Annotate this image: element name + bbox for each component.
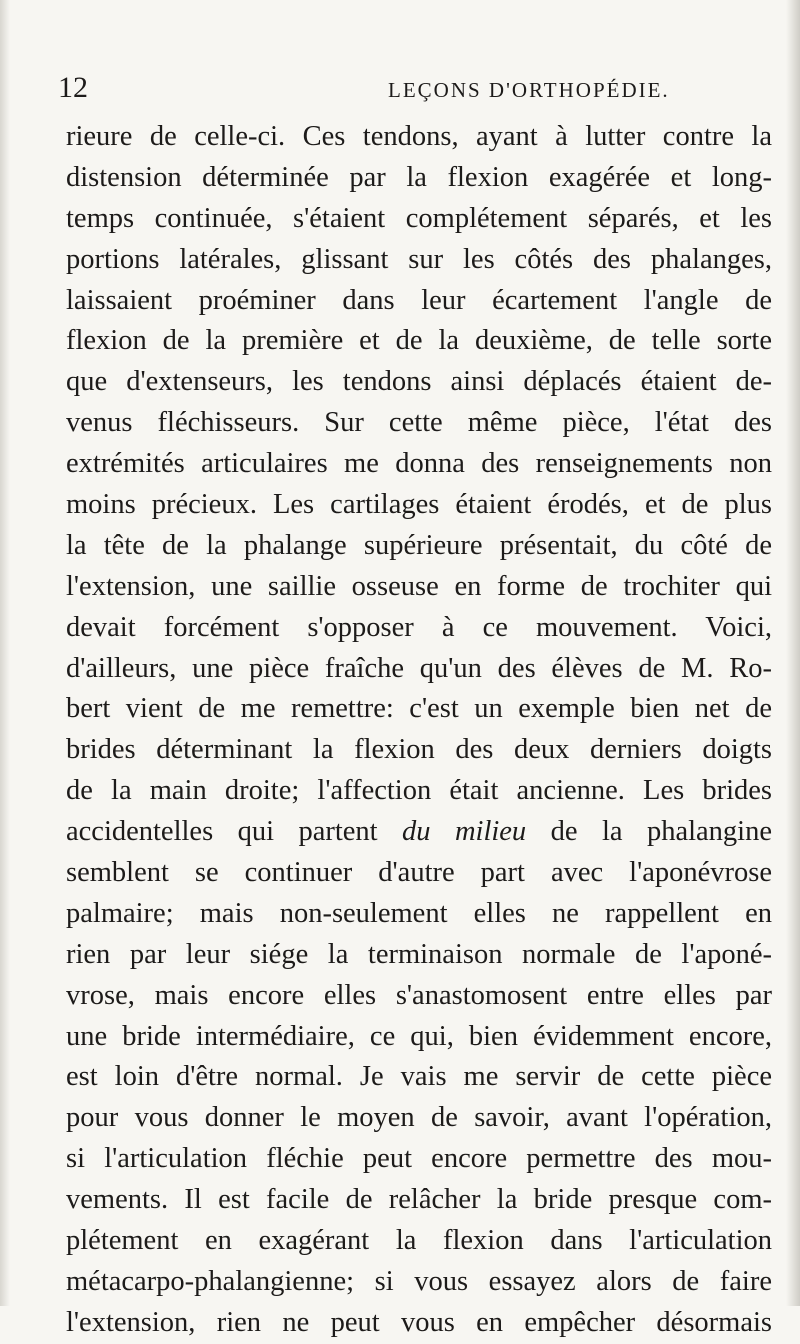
text-line: laissaient proéminer dans leur écartement l'angle de: [66, 284, 772, 316]
text-line: est loin d'être normal. Je vais me servir de cette pièce: [66, 1061, 772, 1093]
page-header: [58, 70, 772, 110]
text-line: plétement en exagérant la flexion dans l'articulation: [66, 1225, 772, 1257]
page-number: 12: [58, 71, 88, 104]
text-line: la tête de la phalange supérieure présentait, du côté de: [66, 529, 772, 561]
text-line: vements. Il est facile de relâcher la bride presque com-: [66, 1184, 772, 1216]
text-line: semblent se continuer d'autre part avec l'aponévrose: [66, 857, 772, 889]
text-line: pour vous donner le moyen de savoir, avant l'opération,: [66, 1102, 772, 1134]
italic-phrase: du milieu: [402, 816, 527, 848]
text-line: rieure de celle-ci. Ces tendons, ayant à lutter contre la: [66, 121, 772, 152]
text-line: vrose, mais encore elles s'anastomosent entre elles par: [66, 979, 772, 1011]
text-line-with-italic: [66, 812, 772, 853]
text-line: extrémités articulaires me donna des renseignements non: [66, 448, 772, 480]
text-line: moins précieux. Les cartilages étaient érodés, et de plus: [66, 489, 772, 521]
text-segment: de la phalangine: [550, 816, 772, 848]
text-line: venus fléchisseurs. Sur cette même pièce, l'état des: [66, 407, 772, 439]
text-line: une bride intermédiaire, ce qui, bien évidemment encore,: [66, 1020, 772, 1052]
text-line: distension déterminée par la flexion exagérée et long-: [66, 161, 772, 193]
text-line: l'extension, une saillie osseuse en forme de trochiter qui: [66, 570, 772, 602]
text-line: flexion de la première et de la deuxième, de telle sorte: [66, 325, 772, 357]
running-head: LEÇONS D'ORTHOPÉDIE.: [388, 78, 670, 102]
body-text: [66, 117, 772, 1344]
text-line: portions latérales, glissant sur les côtés des phalanges,: [66, 243, 772, 275]
text-line: l'extension, rien ne peut vous en empêcher désormais: [66, 1306, 772, 1338]
page-gutter-shadow: [0, 0, 10, 1306]
text-line: d'ailleurs, une pièce fraîche qu'un des élèves de M. Ro-: [66, 652, 772, 684]
page-edge-shadow: [786, 0, 800, 1306]
text-line: si l'articulation fléchie peut encore permettre des mou-: [66, 1143, 772, 1175]
text-segment: accidentelles qui partent: [66, 816, 378, 848]
text-line: métacarpo-phalangienne; si vous essayez alors de faire: [66, 1265, 772, 1297]
text-line: rien par leur siége la terminaison normale de l'aponé-: [66, 938, 772, 970]
text-line: que d'extenseurs, les tendons ainsi déplacés étaient de-: [66, 366, 772, 398]
text-line: brides déterminant la flexion des deux derniers doigts: [66, 734, 772, 766]
text-line: temps continuée, s'étaient complétement séparés, et les: [66, 202, 772, 234]
text-line: devait forcément s'opposer à ce mouvement. Voici,: [66, 611, 772, 643]
text-line: bert vient de me remettre: c'est un exemple bien net de: [66, 693, 772, 725]
text-line: de la main droite; l'affection était ancienne. Les brides: [66, 775, 772, 807]
text-line: palmaire; mais non-seulement elles ne rappellent en: [66, 897, 772, 929]
